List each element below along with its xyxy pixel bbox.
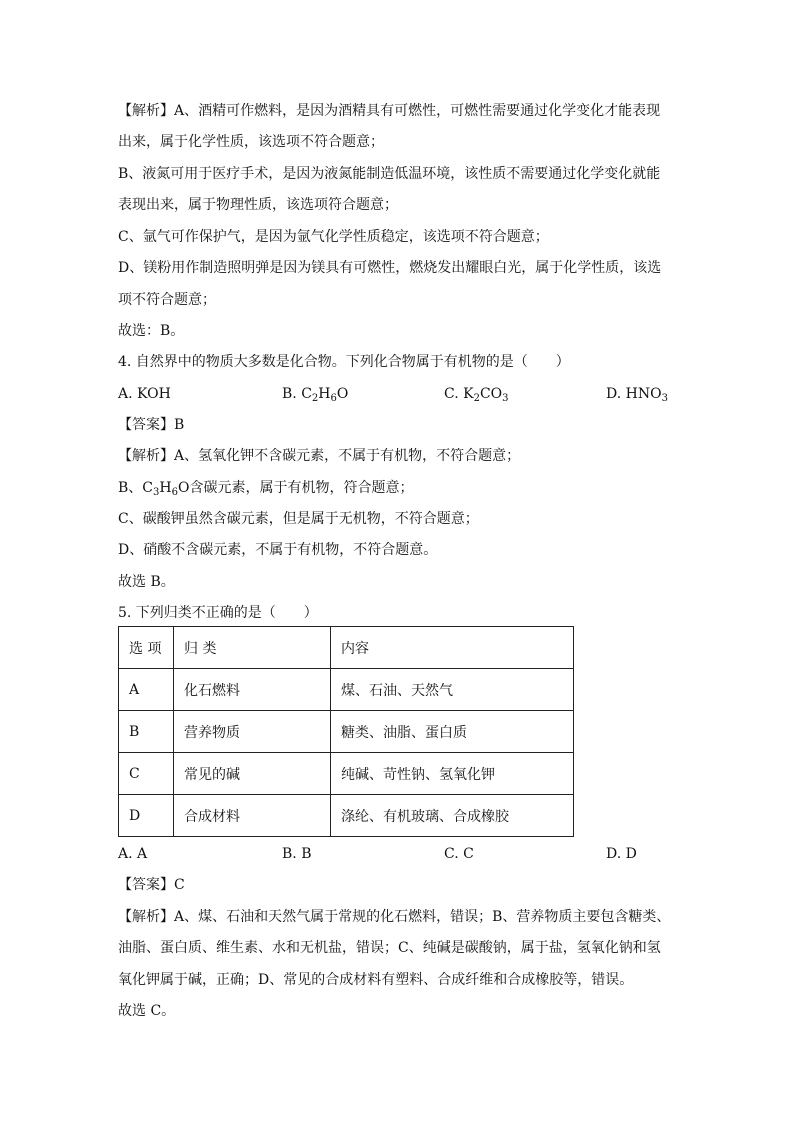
q4-option-c: C. $K_2CO_3$	[444, 386, 509, 404]
analysis-line: 油脂、蛋白质、维生素、水和无机盐，错误；C、纯碱是碳酸钠，属于盐，氢氧化钠和氢	[118, 940, 661, 956]
classification-table	[118, 626, 574, 837]
table-cell: 常见的碱	[174, 753, 331, 795]
analysis-line: 【解析】A、酒精可作燃料，是因为酒精具有可燃性，可燃性需要通过化学变化才能表现	[118, 103, 661, 119]
analysis-line: 【解析】A、煤、石油和天然气属于常规的化石燃料，错误；B、营养物质主要包含糖类、	[118, 909, 671, 925]
analysis-line: C、氩气可作保护气，是因为氩气化学性质稳定，该选项不符合题意；	[118, 229, 549, 245]
table-cell: 化石燃料	[174, 669, 331, 711]
analysis-line: 氧化钾属于碱，正确；D、常见的合成材料有塑料、合成纤维和合成橡胶等，错误。	[118, 972, 634, 988]
analysis-line: C、碳酸钾虽然含碳元素，但是属于无机物，不符合题意；	[118, 511, 479, 527]
table-row	[119, 669, 574, 711]
table-cell: 糖类、油脂、蛋白质	[331, 711, 574, 753]
table-cell: 涤纶、有机玻璃、合成橡胶	[331, 795, 574, 837]
conclusion-line: 故选 C。	[118, 1003, 176, 1019]
analysis-line: 表现出来，属于物理性质，该选项符合题意；	[118, 197, 398, 213]
analysis-line: D、镁粉用作制造照明弹是因为镁具有可燃性，燃烧发出耀眼白光，属于化学性质，该选	[118, 260, 662, 276]
q5-option-a: A. A	[118, 846, 148, 862]
table-cell: C	[119, 753, 174, 795]
q5-option-c: C. C	[444, 846, 474, 862]
q4-option-a: A. KOH	[118, 386, 171, 402]
analysis-line: D、硝酸不含碳元素，不属于有机物，不符合题意。	[118, 542, 438, 558]
conclusion-line: 故选 B。	[118, 574, 175, 590]
table-row	[119, 795, 574, 837]
table-cell: 煤、石油、天然气	[331, 669, 574, 711]
table-cell: B	[119, 711, 174, 753]
table-header-cell: 选 项	[119, 627, 174, 669]
q5-option-b: B. B	[282, 846, 312, 862]
table-row	[119, 711, 574, 753]
question-5: 5. 下列归类不正确的是（ ）	[118, 605, 318, 621]
answer-line: 【答案】C	[118, 877, 185, 893]
table-cell: 营养物质	[174, 711, 331, 753]
analysis-line: B、液氮可用于医疗手术，是因为液氮能制造低温环境，该性质不需要通过化学变化就能	[118, 166, 661, 182]
q4-option-d: D. $HNO_3$	[606, 386, 668, 404]
table-header-row	[119, 627, 574, 669]
q5-option-d: D. D	[606, 846, 637, 862]
conclusion-line: 故选：B。	[118, 323, 185, 339]
table-header-cell: 归 类	[174, 627, 331, 669]
analysis-line: 【解析】A、氢氧化钾不含碳元素，不属于有机物，不符合题意；	[118, 448, 521, 464]
table-row	[119, 753, 574, 795]
analysis-line: 项不符合题意；	[118, 292, 216, 308]
table-header-cell: 内容	[331, 627, 574, 669]
analysis-line: 出来，属于化学性质，该选项不符合题意；	[118, 134, 384, 150]
analysis-line: B、$C_3H_6O$含碳元素，属于有机物，符合题意；	[118, 480, 414, 498]
table-cell: 合成材料	[174, 795, 331, 837]
answer-line: 【答案】B	[118, 417, 185, 433]
table-cell: A	[119, 669, 174, 711]
table-cell: 纯碱、苛性钠、氢氧化钾	[331, 753, 574, 795]
table-cell: D	[119, 795, 174, 837]
q4-option-b: B. $C_2H_6O$	[282, 386, 349, 404]
question-4: 4. 自然界中的物质大多数是化合物。下列化合物属于有机物的是（ ）	[118, 354, 570, 370]
